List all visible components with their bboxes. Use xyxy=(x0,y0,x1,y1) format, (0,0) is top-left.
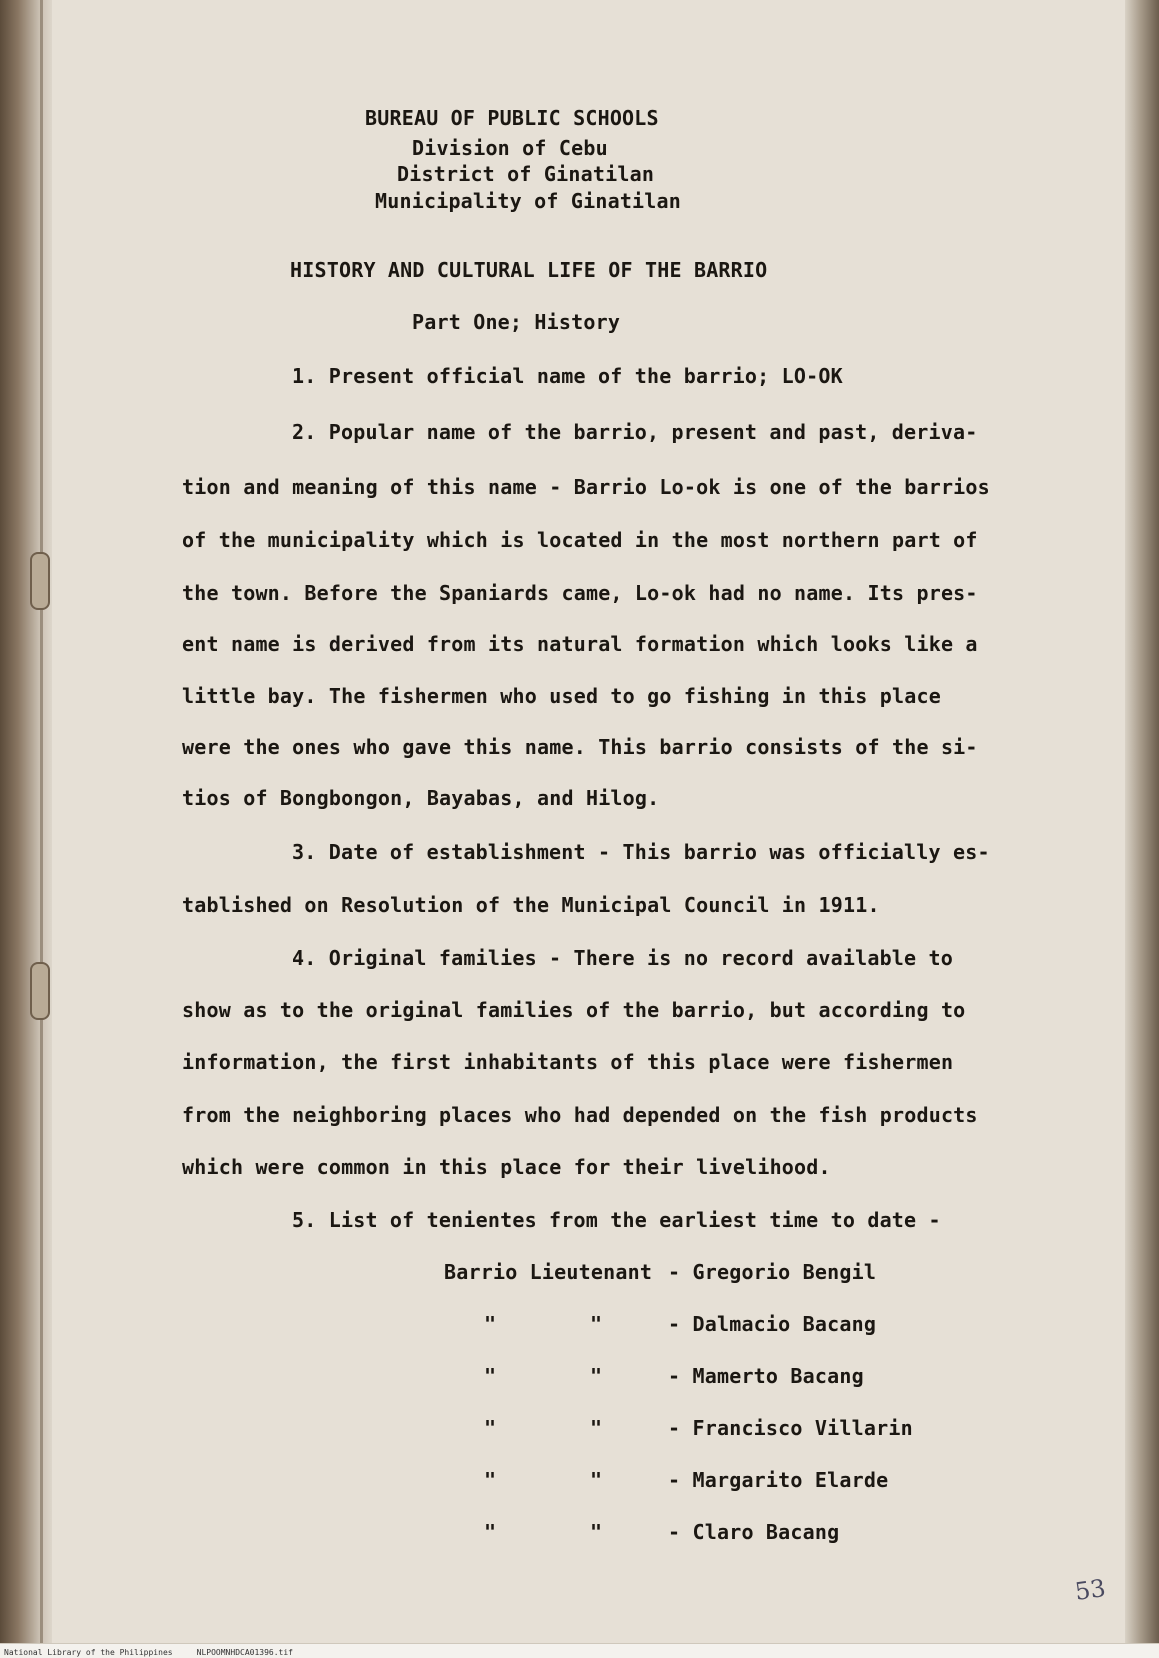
teniente-3-ditto-2: " xyxy=(590,1364,603,1388)
teniente-4-name: - Francisco Villarin xyxy=(668,1416,913,1440)
document-title: HISTORY AND CULTURAL LIFE OF THE BARRIO xyxy=(290,258,768,282)
item-2-line-5: ent name is derived from its natural formation which looks like a xyxy=(182,632,978,656)
teniente-3-name: - Mamerto Bacang xyxy=(668,1364,864,1388)
item-4-line-4: from the neighboring places who had depended on the fish products xyxy=(182,1103,978,1127)
binding-staple-bottom xyxy=(30,962,50,1020)
part-heading: Part One; History xyxy=(412,310,621,334)
teniente-4-ditto-2: " xyxy=(590,1416,603,1440)
teniente-5-ditto-1: " xyxy=(484,1468,497,1492)
item-2-line-6: little bay. The fishermen who used to go fishing in this place xyxy=(182,684,941,708)
binding-staple-top xyxy=(30,552,50,610)
teniente-1-title: Barrio Lieutenant xyxy=(444,1260,653,1284)
item-4-line-1: 4. Original families - There is no record available to xyxy=(292,946,954,970)
item-4-line-2: show as to the original families of the barrio, but according to xyxy=(182,998,966,1022)
binding-fold xyxy=(40,0,43,1658)
teniente-5-ditto-2: " xyxy=(590,1468,603,1492)
teniente-3-ditto-1: " xyxy=(484,1364,497,1388)
item-2-line-8: tios of Bongbongon, Bayabas, and Hilog. xyxy=(182,786,660,810)
teniente-6-ditto-2: " xyxy=(590,1520,603,1544)
header-municipality: Municipality of Ginatilan xyxy=(375,189,682,213)
item-2-line-2: tion and meaning of this name - Barrio Lo-ok is one of the barrios xyxy=(182,475,990,499)
header-bureau: BUREAU OF PUBLIC SCHOOLS xyxy=(365,106,659,130)
item-3-line-2: tablished on Resolution of the Municipal Council in 1911. xyxy=(182,893,880,917)
item-2-line-7: were the ones who gave this name. This barrio consists of the si- xyxy=(182,735,978,759)
scan-source-caption: National Library of the Philippines NLPOOMNHDCA01396.tif xyxy=(4,1648,293,1657)
teniente-6-name: - Claro Bacang xyxy=(668,1520,840,1544)
item-5-heading: 5. List of tenientes from the earliest time to date - xyxy=(292,1208,941,1232)
teniente-2-ditto-2: " xyxy=(590,1312,603,1336)
item-2-line-3: of the municipality which is located in the most northern part of xyxy=(182,528,978,552)
scan-footer-strip xyxy=(0,1643,1159,1658)
page-right-edge xyxy=(1125,0,1159,1658)
item-2-line-4: the town. Before the Spaniards came, Lo-ok had no name. Its pres- xyxy=(182,581,978,605)
item-3-line-1: 3. Date of establishment - This barrio was officially es- xyxy=(292,840,990,864)
item-4-line-5: which were common in this place for their livelihood. xyxy=(182,1155,831,1179)
teniente-1-name: - Gregorio Bengil xyxy=(668,1260,877,1284)
teniente-6-ditto-1: " xyxy=(484,1520,497,1544)
teniente-2-name: - Dalmacio Bacang xyxy=(668,1312,877,1336)
item-4-line-3: information, the first inhabitants of this place were fishermen xyxy=(182,1050,954,1074)
item-2-line-1: 2. Popular name of the barrio, present and past, deriva- xyxy=(292,420,978,444)
handwritten-page-number: 53 xyxy=(1073,1574,1108,1606)
teniente-2-ditto-1: " xyxy=(484,1312,497,1336)
header-district: District of Ginatilan xyxy=(397,162,655,186)
header-division: Division of Cebu xyxy=(412,136,608,160)
teniente-5-name: - Margarito Elarde xyxy=(668,1468,889,1492)
teniente-4-ditto-1: " xyxy=(484,1416,497,1440)
item-1-official-name: 1. Present official name of the barrio; LO-OK xyxy=(292,364,843,388)
binding-edge xyxy=(0,0,52,1658)
